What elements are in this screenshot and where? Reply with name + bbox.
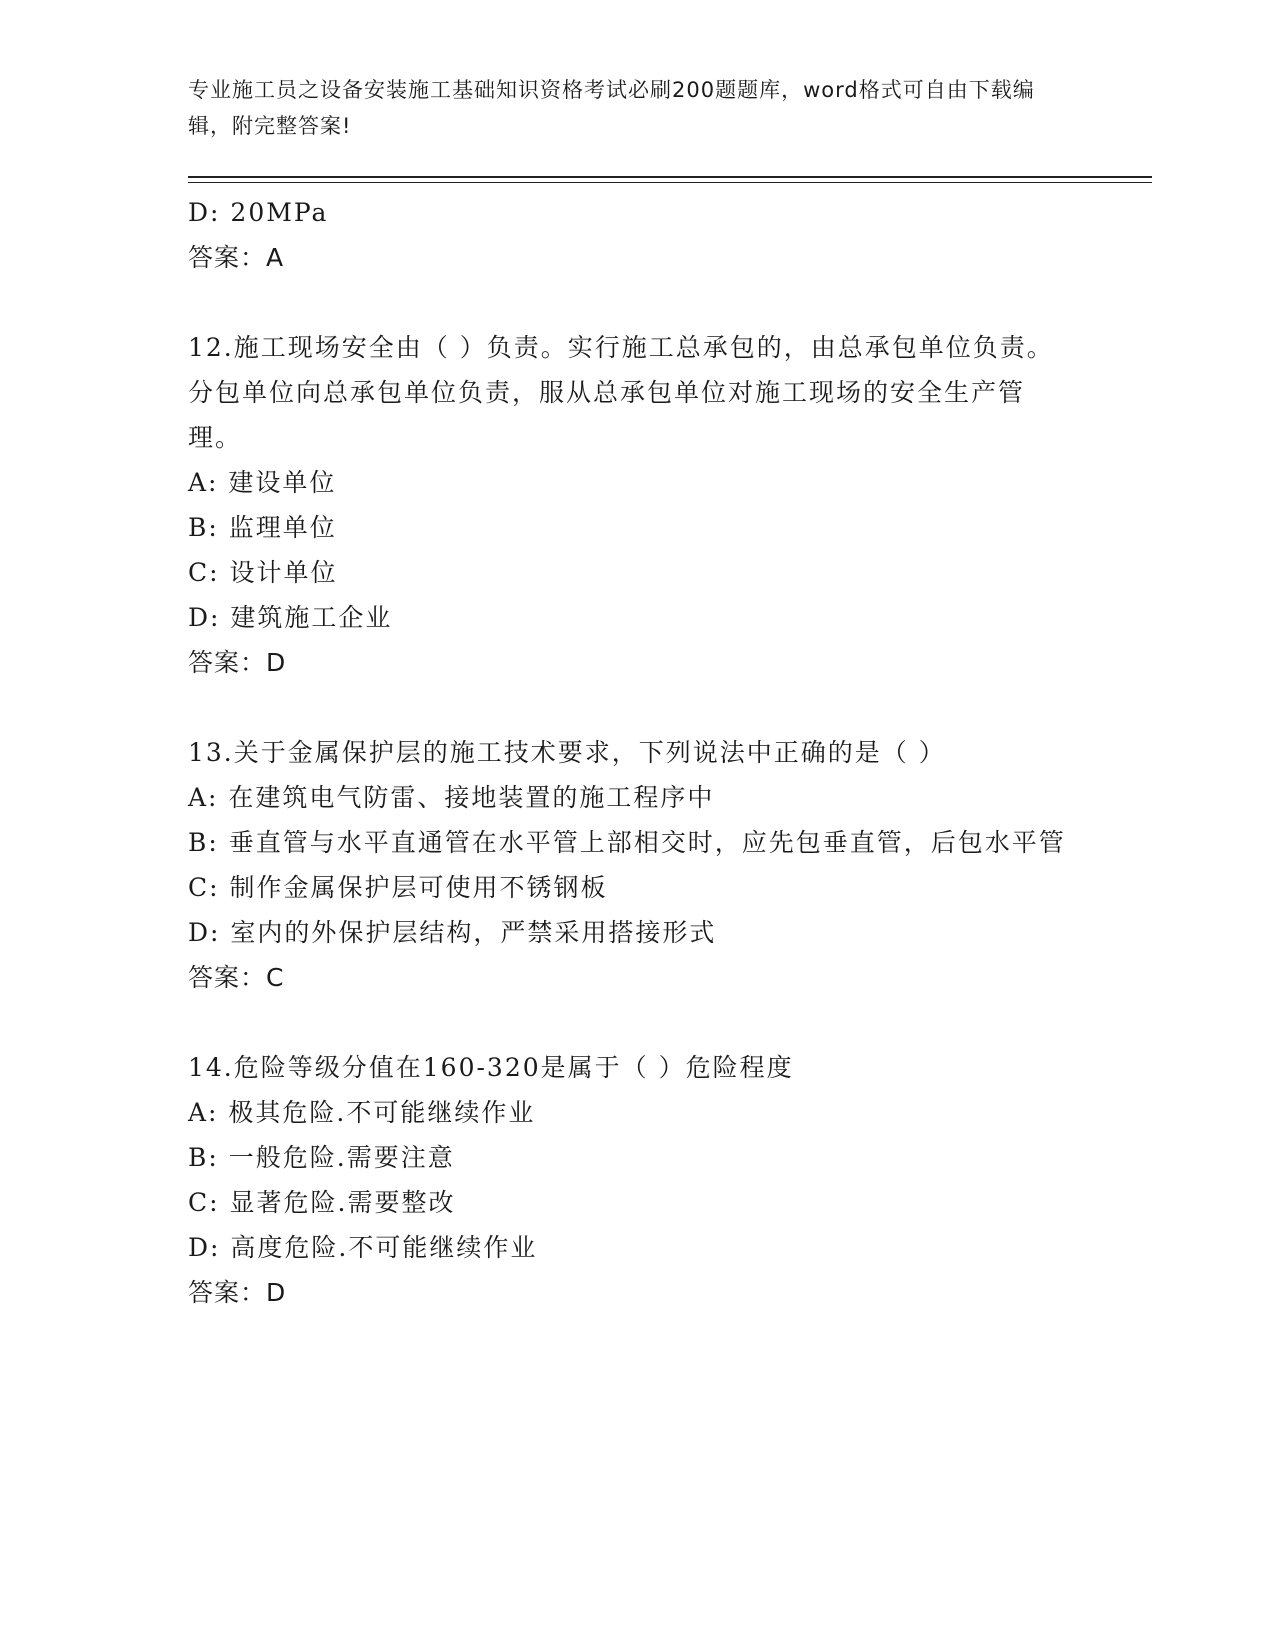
- option-b: B: 垂直管与水平直通管在水平管上部相交时，应先包垂直管，后包水平管: [188, 828, 1066, 857]
- option-d: D: 建筑施工企业: [188, 603, 393, 632]
- option-d: D: 室内的外保护层结构，严禁采用搭接形式: [188, 918, 717, 947]
- option-b: B: 一般危险.需要注意: [188, 1143, 455, 1172]
- header-divider-thin: [188, 182, 1152, 183]
- question-stem: 13.关于金属保护层的施工技术要求，下列说法中正确的是（ ）: [188, 738, 946, 767]
- spacer: [188, 685, 1068, 730]
- option-a: A: 在建筑电气防雷、接地装置的施工程序中: [188, 783, 715, 812]
- spacer: [188, 1000, 1068, 1045]
- option-a: A: 极其危险.不可能继续作业: [188, 1098, 536, 1127]
- question-13: [188, 730, 1068, 1000]
- answer: 答案：D: [188, 648, 287, 677]
- prev-answer: 答案：A: [188, 243, 285, 272]
- answer: 答案：C: [188, 963, 285, 992]
- page-header: 专业施工员之设备安装施工基础知识资格考试必刷200题题库，word格式可自由下载编辑，附完整答案!: [188, 78, 1035, 138]
- option-d: D: 高度危险.不可能继续作业: [188, 1233, 538, 1262]
- answer: 答案：D: [188, 1278, 287, 1307]
- question-stem: 14.危险等级分值在160-320是属于（ ）危险程度: [188, 1053, 794, 1082]
- option-c: C: 显著危险.需要整改: [188, 1188, 456, 1217]
- option-a: A: 建设单位: [188, 468, 337, 497]
- option-c: C: 制作金属保护层可使用不锈钢板: [188, 873, 608, 902]
- document-body: [188, 190, 1068, 1315]
- question-stem: 12.施工现场安全由（ ）负责。实行施工总承包的，由总承包单位负责。分包单位向总承包单位负责，服从总承包单位对施工现场的安全生产管理。: [188, 333, 1054, 452]
- spacer: [188, 280, 1068, 325]
- question-14: [188, 1045, 1068, 1315]
- header-divider-thick: [188, 176, 1152, 178]
- prev-option-d: D: 20MPa: [188, 198, 329, 227]
- option-c: C: 设计单位: [188, 558, 338, 587]
- question-12: [188, 325, 1068, 685]
- option-b: B: 监理单位: [188, 513, 337, 542]
